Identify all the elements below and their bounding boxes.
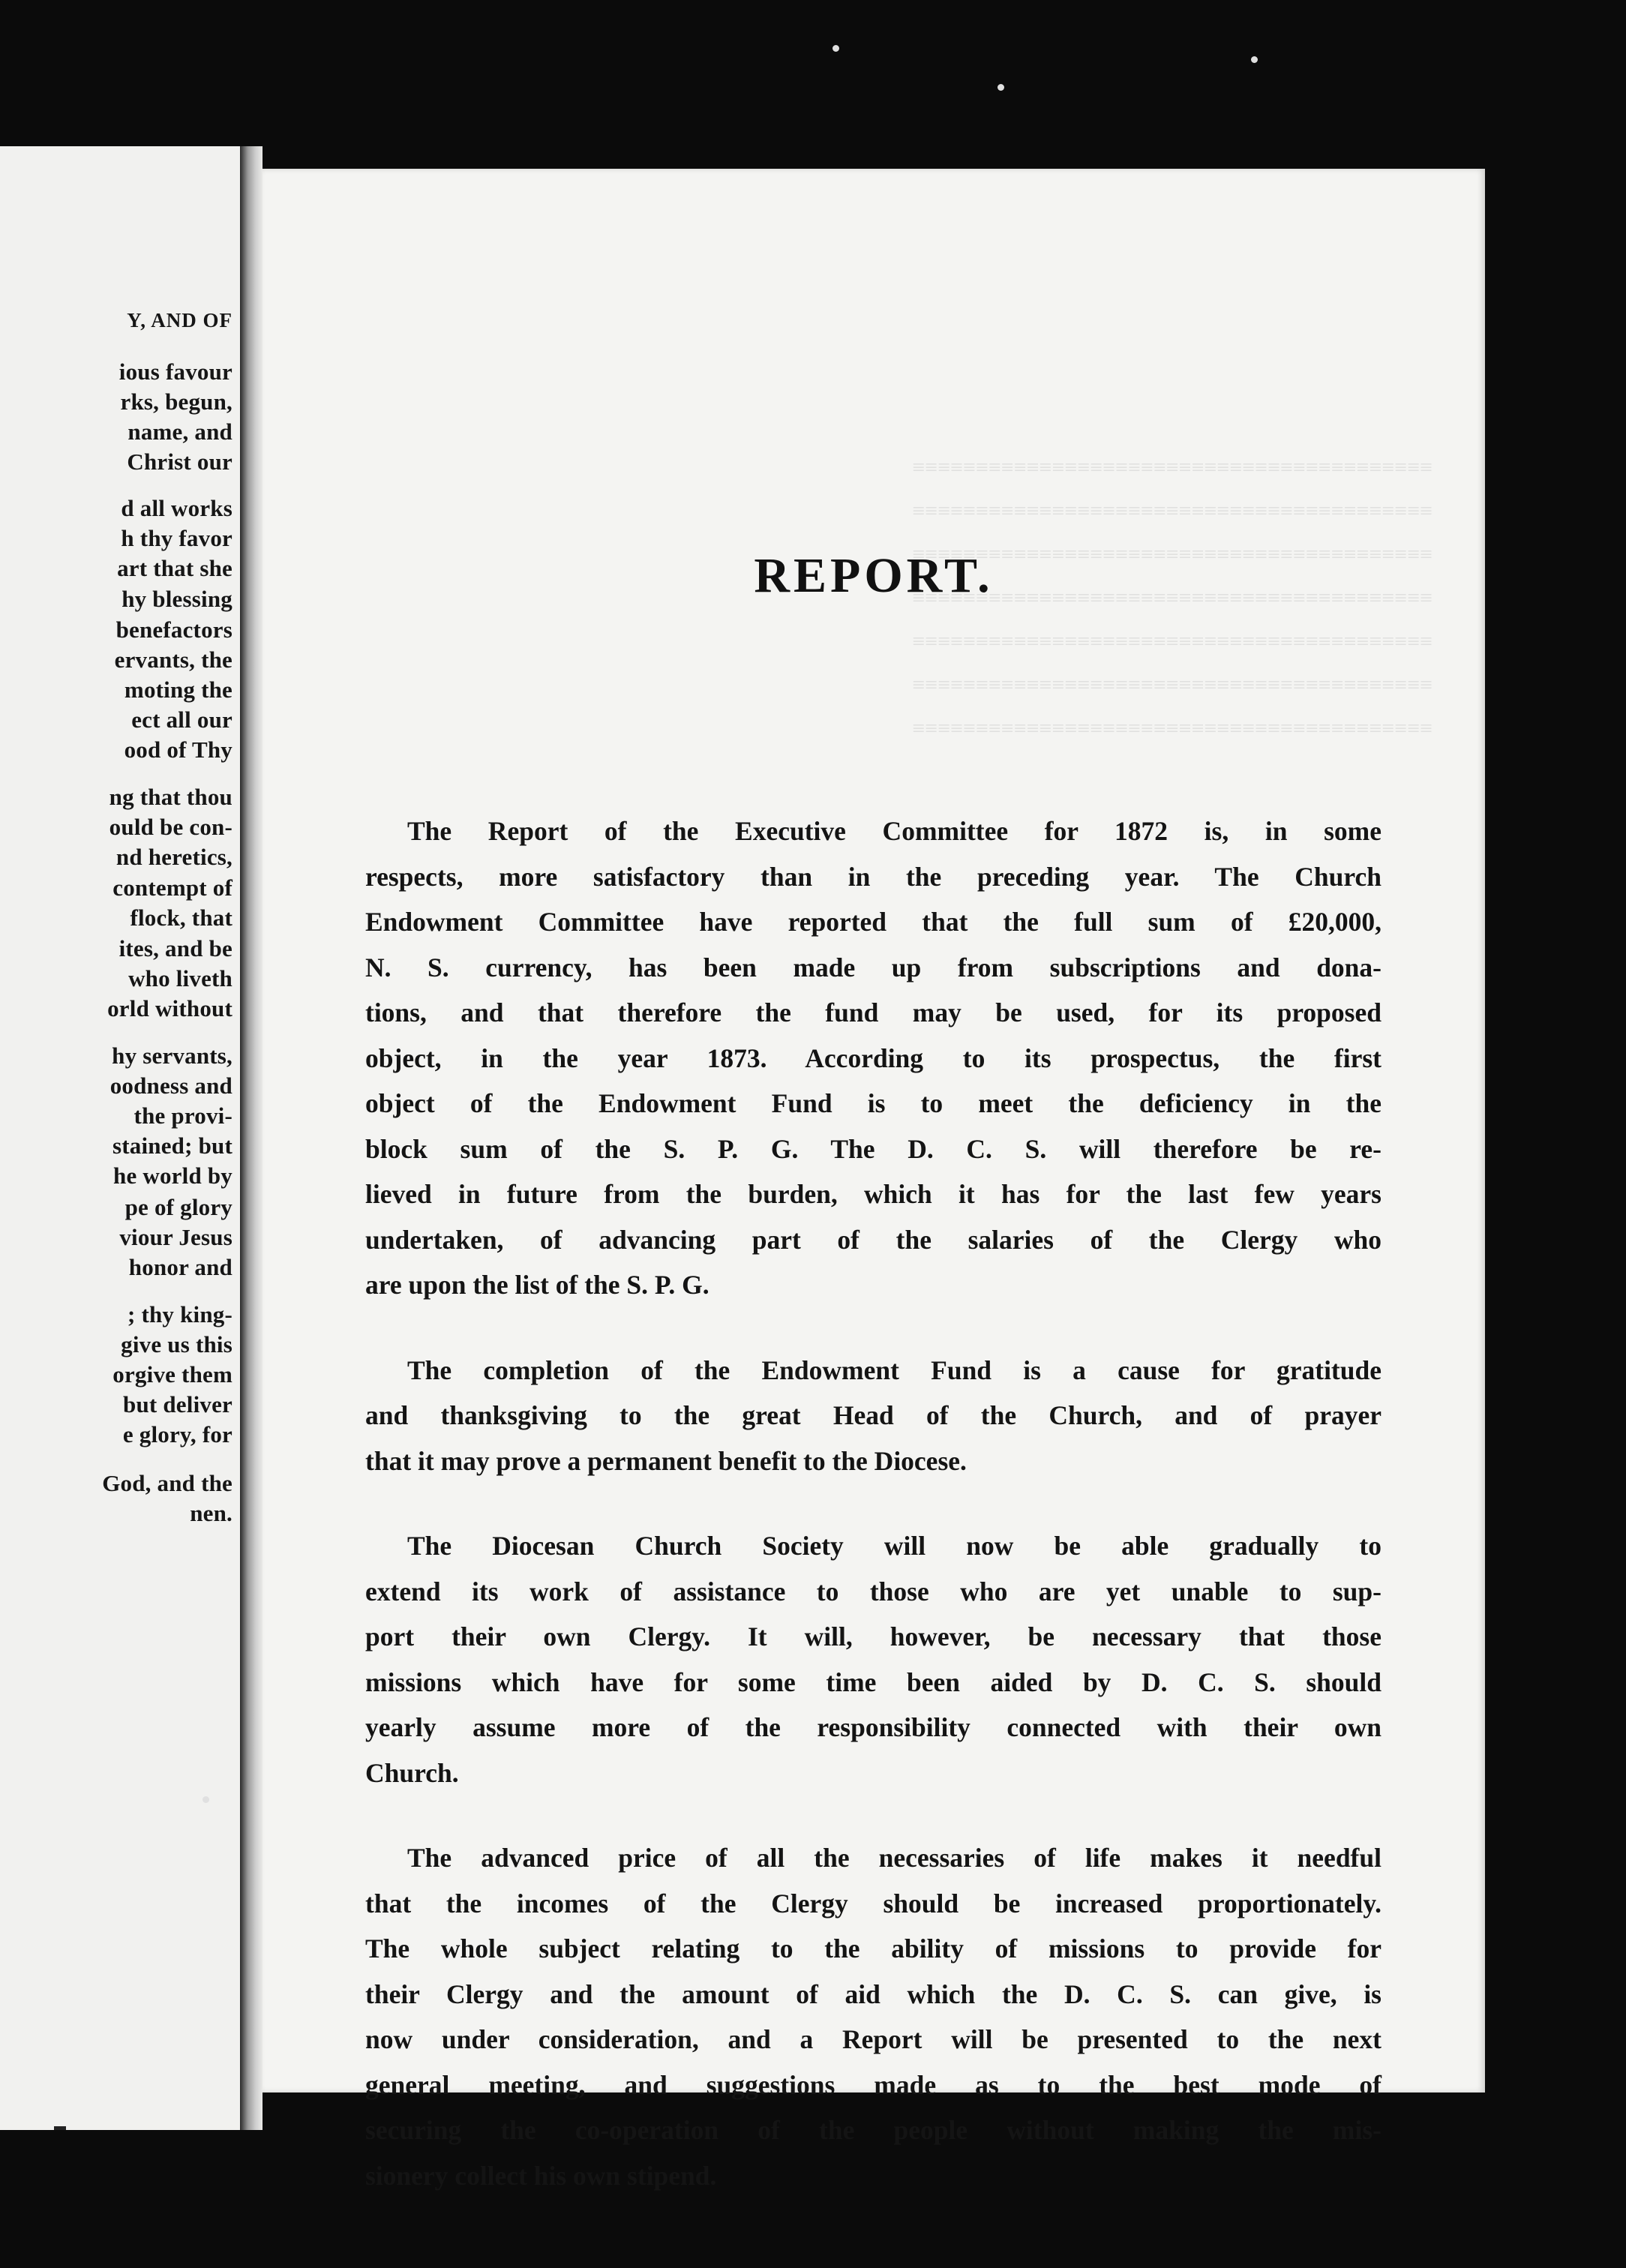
paragraph-line: are upon the list of the S. P. G. xyxy=(365,1270,710,1300)
paragraph-line: securing the co-operation of the people without making the mis- xyxy=(365,2115,1382,2145)
left-page-line: give us this xyxy=(121,1331,232,1358)
left-page-line: honor and xyxy=(128,1254,232,1280)
left-page-line: ng that thou xyxy=(109,784,232,810)
paragraph-line: Endowment Committee have reported that the full sum of £20,000, xyxy=(365,907,1382,937)
left-page-line: ect all our xyxy=(131,706,232,733)
left-page-line: who liveth xyxy=(128,965,232,992)
left-page-line: nen. xyxy=(190,1500,232,1526)
paragraph-line: The advanced price of all the necessaries of life makes it needful xyxy=(407,1843,1382,1873)
left-page-line: Y, AND OF xyxy=(127,309,232,332)
left-page-line: but deliver xyxy=(123,1391,232,1418)
paragraph-line: sionery collect his own stipend. xyxy=(365,2160,717,2191)
left-page-line: benefactors xyxy=(116,616,232,643)
left-page-line: ites, and be xyxy=(118,935,232,962)
page-mark xyxy=(54,2126,66,2130)
left-page-line: nd heretics, xyxy=(116,844,232,870)
paragraph-line: The Report of the Executive Committee for 1872 is, in some xyxy=(407,816,1382,846)
paragraph-line: Church. xyxy=(365,1757,459,1788)
paragraph-line: object of the Endowment Fund is to meet the deficiency in the xyxy=(365,1088,1382,1118)
paragraph-line: undertaken, of advancing part of the salaries of the Clergy who xyxy=(365,1224,1382,1255)
show-through-texture: ≡≡≡≡≡≡≡≡≡≡≡≡≡≡≡≡≡≡≡≡≡≡≡≡≡≡≡≡≡≡≡≡≡≡≡≡≡≡≡≡≡ ≡≡≡≡≡≡≡≡≡≡≡≡≡≡≡≡≡≡≡≡≡≡≡≡≡≡≡≡≡≡≡≡≡≡≡≡≡≡≡≡≡ ≡≡≡≡≡≡≡≡≡≡≡≡≡≡≡≡≡≡≡≡≡≡≡≡≡≡≡≡≡≡≡≡≡≡≡≡≡≡≡≡≡ ≡≡≡≡≡≡≡≡≡≡≡≡≡≡≡≡≡≡≡≡≡≡≡≡≡≡≡≡≡≡≡≡≡≡≡≡≡≡≡≡≡ ≡≡≡≡≡≡≡≡≡≡≡≡≡≡≡≡≡≡≡≡≡≡≡≡≡≡≡≡≡≡≡≡≡≡≡≡≡≡≡≡≡ ≡≡≡≡≡≡≡≡≡≡≡≡≡≡≡≡≡≡≡≡≡≡≡≡≡≡≡≡≡≡≡≡≡≡≡≡≡≡≡≡≡ ≡≡≡≡≡≡≡≡≡≡≡≡≡≡≡≡≡≡≡≡≡≡≡≡≡≡≡≡≡≡≡≡≡≡≡≡≡≡≡≡≡ xyxy=(912,455,1432,741)
speck xyxy=(1251,56,1258,63)
speck xyxy=(832,45,839,52)
paragraph-line: that it may prove a permanent benefit to the Diocese. xyxy=(365,1445,967,1476)
left-page-line: h thy favor xyxy=(121,525,232,551)
paragraph-line: The completion of the Endowment Fund is a cause for gratitude xyxy=(407,1354,1382,1385)
left-page-line: art that she xyxy=(117,555,232,581)
left-page-line: ood of Thy xyxy=(124,736,232,763)
left-page-line: stained; but xyxy=(112,1132,232,1159)
paragraph-line: that the incomes of the Clergy should be increased proportionately. xyxy=(365,1888,1382,1918)
left-page-line: orld without xyxy=(107,995,232,1022)
paragraph-line: and thanksgiving to the great Head of the Church, and of prayer xyxy=(365,1400,1382,1430)
left-page-line: hy blessing xyxy=(122,586,232,612)
paragraph-line: now under consideration, and a Report will be presented to the next xyxy=(365,2024,1382,2054)
left-page-line: he world by xyxy=(113,1162,232,1189)
left-page-line: viour Jesus xyxy=(119,1224,232,1250)
left-page-line: ervants, the xyxy=(114,646,232,673)
paragraph-line: respects, more satisfactory than in the preceding year. The Church xyxy=(365,861,1382,892)
paragraph-line: object, in the year 1873. According to its prospectus, the first xyxy=(365,1042,1382,1073)
left-page-line: e glory, for xyxy=(122,1421,232,1448)
paragraph-line: their Clergy and the amount of aid which the D. C. S. can give, is xyxy=(365,1978,1382,2009)
left-page-line: flock, that xyxy=(130,904,232,931)
left-page-line: Christ our xyxy=(127,448,232,475)
left-page-line: moting the xyxy=(124,676,232,703)
left-page-line: ious favour xyxy=(118,358,232,385)
paragraph-line: extend its work of assistance to those who are yet unable to sup- xyxy=(365,1576,1382,1606)
paragraph-line: The Diocesan Church Society will now be able gradually to xyxy=(407,1531,1382,1561)
left-page-line: pe of glory xyxy=(124,1194,232,1220)
left-page-line: ; thy king- xyxy=(127,1301,232,1328)
left-page-line: orgive them xyxy=(112,1361,232,1388)
report-page xyxy=(262,169,1485,2191)
speck xyxy=(998,84,1004,91)
paragraph-line: lieved in future from the burden, which it has for the last few years xyxy=(365,1179,1382,1209)
left-page-line: d all works xyxy=(121,495,232,521)
paragraph-line: port their own Clergy. It will, however, be necessary that those xyxy=(365,1622,1382,1652)
page-gutter xyxy=(240,146,262,2130)
paragraph-line: The whole subject relating to the ability of missions to provide for xyxy=(365,1934,1382,1964)
paragraph-line: yearly assume more of the responsibility connected with their own xyxy=(365,1712,1382,1742)
left-page-line: the provi- xyxy=(134,1102,232,1129)
left-page-line: rks, begun, xyxy=(120,388,232,415)
paragraph-line: missions which have for some time been aided by D. C. S. should xyxy=(365,1666,1382,1697)
page-title: REPORT. xyxy=(754,548,994,603)
left-page-line: God, and the xyxy=(102,1470,232,1496)
paragraph-line: N. S. currency, has been made up from subscriptions and dona- xyxy=(365,952,1382,982)
left-page-line: contempt of xyxy=(112,874,232,901)
left-page-line: ould be con- xyxy=(109,814,232,840)
left-page-line: oodness and xyxy=(110,1072,232,1099)
paragraph-line: block sum of the S. P. G. The D. C. S. will therefore be re- xyxy=(365,1133,1382,1164)
left-page-line: hy servants, xyxy=(112,1042,232,1069)
speck xyxy=(202,1796,209,1803)
paragraph-line: general meeting, and suggestions made as to the best mode of xyxy=(365,2069,1382,2100)
left-page-line: name, and xyxy=(128,418,232,445)
paragraph-line: tions, and that therefore the fund may be used, for its proposed xyxy=(365,998,1382,1028)
previous-page-fragment xyxy=(0,146,240,2130)
